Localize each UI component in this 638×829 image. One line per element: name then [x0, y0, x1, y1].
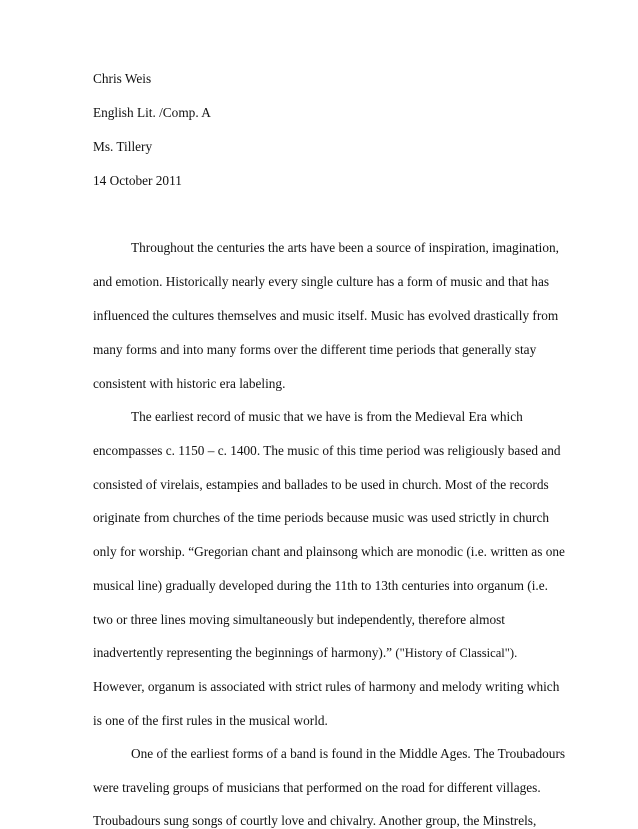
body-line-3: influenced the cultures themselves and music itself. Music has evolved drastically from: [93, 308, 559, 323]
body-line-18: Troubadours sung songs of courtly love and chivalry. Another group, the Minstrels,: [93, 813, 537, 828]
essay-date: 14 October 2011: [93, 173, 182, 188]
course-name: English Lit. /Comp. A: [93, 105, 211, 120]
body-line-9: originate from churches of the time periods because music was used strictly in church: [93, 510, 550, 525]
author-name: Chris Weis: [93, 71, 152, 86]
citation: ("History of Classical").: [395, 646, 518, 660]
body-line-14: However, organum is associated with strict rules of harmony and melody writing which: [93, 679, 560, 694]
body-line-8: consisted of virelais, estampies and ballades to be used in church. Most of the records: [93, 477, 549, 492]
quoted-text: inadvertently representing the beginnings of harmony).”: [93, 645, 396, 660]
body-line-16: One of the earliest forms of a band is found in the Middle Ages. The Troubadours: [131, 746, 566, 761]
teacher-name: Ms. Tillery: [93, 139, 153, 154]
body-line-2: and emotion. Historically nearly every single culture has a form of music and that has: [93, 274, 550, 289]
body-line-10: only for worship. “Gregorian chant and plainsong which are monodic (i.e. written as one: [93, 544, 565, 559]
body-line-1: Throughout the centuries the arts have been a source of inspiration, imagination,: [131, 240, 559, 255]
body-line-7: encompasses c. 1150 – c. 1400. The music of this time period was religiously based and: [93, 443, 561, 458]
body-line-4: many forms and into many forms over the different time periods that generally stay: [93, 342, 537, 357]
body-line-6: The earliest record of music that we have is from the Medieval Era which: [131, 409, 523, 424]
body-line-13: [93, 645, 553, 661]
body-line-15: is one of the first rules in the musical world.: [93, 713, 328, 728]
body-line-12: two or three lines moving simultaneously but independently, therefore almost: [93, 612, 505, 627]
body-line-17: were traveling groups of musicians that performed on the road for different villages.: [93, 780, 541, 795]
body-line-5: consistent with historic era labeling.: [93, 376, 286, 391]
body-line-11: musical line) gradually developed during the 11th to 13th centuries into organum (i.e.: [93, 578, 548, 593]
